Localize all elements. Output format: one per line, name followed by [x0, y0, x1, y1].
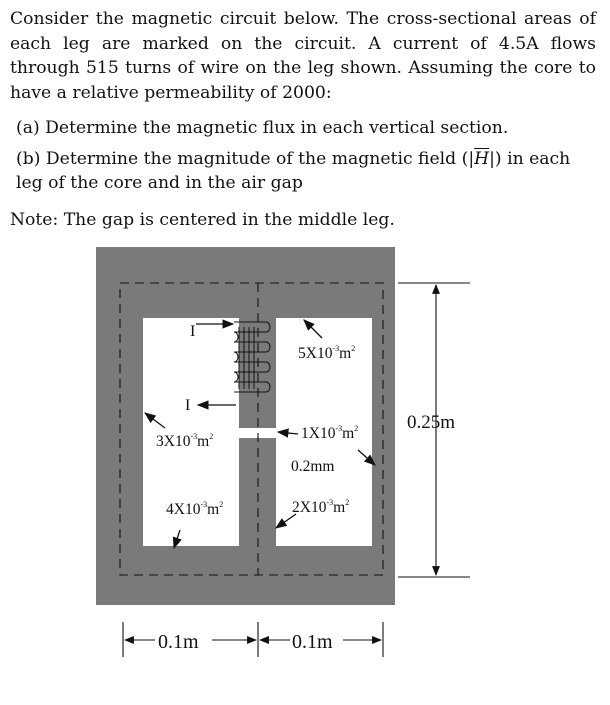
gap-label: 0.2mm: [291, 458, 335, 475]
part-b-text-1: Determine the magnitude of the magnetic field (|: [45, 149, 475, 169]
area-left-label: $3X10^{-3}m^2$: [156, 432, 214, 450]
part-b-text-2: |) in each leg of the core and in the air gap: [16, 149, 571, 193]
area-middle-label: $1X10^{-3}m^2$: [301, 424, 359, 442]
area-bottom-left-label: $4X10^{-3}m^2$: [166, 500, 224, 518]
part-a-text: Determine the magnetic flux in each vertical section.: [45, 118, 509, 138]
part-b-label: (b): [16, 149, 41, 169]
height-label: 0.25m: [407, 412, 456, 433]
area-top-right-label: $5X10^{-3}m^2$: [298, 344, 356, 362]
current-label-top: I: [190, 323, 196, 340]
area-bottom-right-label: $2X10^{-3}m^2$: [292, 498, 350, 516]
width-right-label: 0.1m: [292, 631, 333, 653]
part-a-label: (a): [16, 118, 40, 138]
part-b-h-symbol: $\overline{H}$: [474, 149, 490, 169]
problem-intro: Consider the magnetic circuit below. The cross-sectional areas of each leg are marked on the circuit. A current of 4.5A flows through 515 turns of wire on the leg shown. Assuming the core to have a relative permeability of 2000:: [10, 9, 596, 103]
width-left-label: 0.1m: [158, 631, 199, 653]
current-label-bottom: I: [185, 397, 191, 414]
note: Note: The gap is centered in the middle leg.: [10, 210, 395, 230]
